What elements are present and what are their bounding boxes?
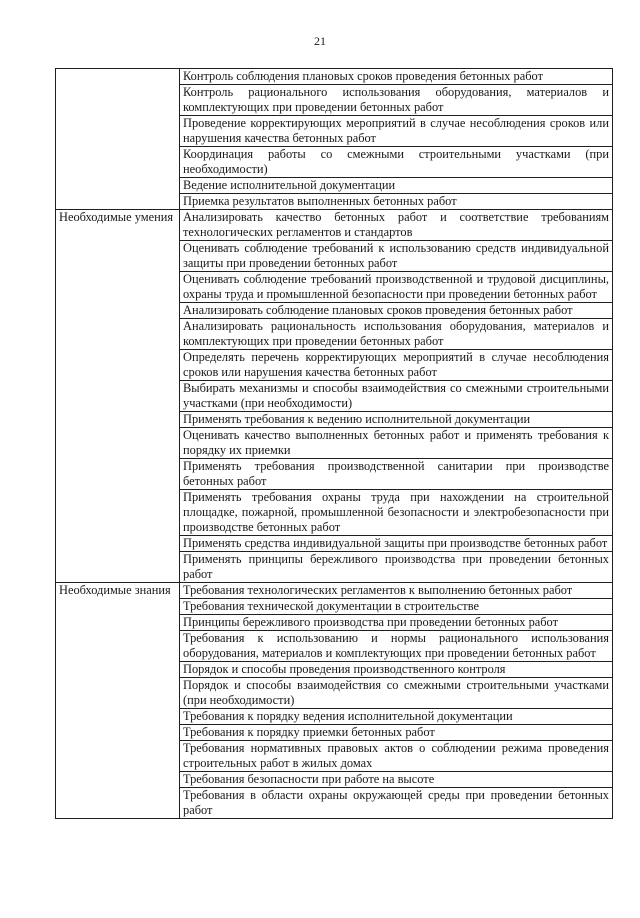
table-cell-item: Применять требования к ведению исполнительной документации (180, 412, 613, 428)
table-cell-item: Применять требования охраны труда при нахождении на строительной площадке, пожарной, промышленной безопасности и электробезопасности при производстве бетонных работ (180, 490, 613, 536)
table-cell-item: Проведение корректирующих мероприятий в случае несоблюдения сроков или нарушения качества бетонных работ (180, 116, 613, 147)
table-cell-item: Требования технической документации в строительстве (180, 599, 613, 615)
table-cell-item: Требования к порядку ведения исполнительной документации (180, 709, 613, 725)
table-cell-item: Контроль рационального использования оборудования, материалов и комплектующих при проведении бетонных работ (180, 85, 613, 116)
table-cell-item: Анализировать рациональность использования оборудования, материалов и комплектующих при проведении бетонных работ (180, 319, 613, 350)
table-cell-item: Координация работы со смежными строительными участками (при необходимости) (180, 147, 613, 178)
table-row (56, 583, 613, 599)
section-label: Необходимые знания (56, 583, 180, 819)
table-cell-item: Выбирать механизмы и способы взаимодействия со смежными строительными участками (при необходимости) (180, 381, 613, 412)
table-cell-item: Порядок и способы взаимодействия со смежными строительными участками (при необходимости) (180, 678, 613, 709)
table-cell-item: Требования технологических регламентов к выполнению бетонных работ (180, 583, 613, 599)
table-cell-item: Анализировать качество бетонных работ и соответствие требованиям технологических регламентов и стандартов (180, 210, 613, 241)
table-cell-item: Применять принципы бережливого производства при проведении бетонных работ (180, 552, 613, 583)
page-number: 21 (314, 34, 326, 48)
table-cell-item: Оценивать соблюдение требований производственной и трудовой дисциплины, охраны труда и промышленной безопасности при проведении бетонных работ (180, 272, 613, 303)
section-label: Необходимые умения (56, 210, 180, 583)
table-cell-item: Требования к порядку приемки бетонных работ (180, 725, 613, 741)
table-row (56, 69, 613, 85)
table-cell-item: Требования в области охраны окружающей среды при проведении бетонных работ (180, 788, 613, 819)
table-cell-item: Требования безопасности при работе на высоте (180, 772, 613, 788)
table-row (56, 210, 613, 241)
table-cell-item: Порядок и способы проведения производственного контроля (180, 662, 613, 678)
table-cell-item: Контроль соблюдения плановых сроков проведения бетонных работ (180, 69, 613, 85)
table-cell-item: Применять требования производственной санитарии при производстве бетонных работ (180, 459, 613, 490)
table-cell-item: Требования нормативных правовых актов о соблюдении режима проведения строительных работ в жилых домах (180, 741, 613, 772)
table-cell-item: Оценивать соблюдение требований к использованию средств индивидуальной защиты при проведении бетонных работ (180, 241, 613, 272)
table-cell-item: Принципы бережливого производства при проведении бетонных работ (180, 615, 613, 631)
competency-table (55, 68, 613, 819)
section-label (56, 69, 180, 210)
table-cell-item: Определять перечень корректирующих мероприятий в случае несоблюдения сроков или нарушения качества бетонных работ (180, 350, 613, 381)
table-cell-item: Приемка результатов выполненных бетонных работ (180, 194, 613, 210)
table-cell-item: Требования к использованию и нормы рационального использования оборудования, материалов и комплектующих при проведении бетонных работ (180, 631, 613, 662)
table-cell-item: Оценивать качество выполненных бетонных работ и применять требования к порядку их приемки (180, 428, 613, 459)
table-cell-item: Анализировать соблюдение плановых сроков проведения бетонных работ (180, 303, 613, 319)
table-cell-item: Применять средства индивидуальной защиты при производстве бетонных работ (180, 536, 613, 552)
table-cell-item: Ведение исполнительной документации (180, 178, 613, 194)
